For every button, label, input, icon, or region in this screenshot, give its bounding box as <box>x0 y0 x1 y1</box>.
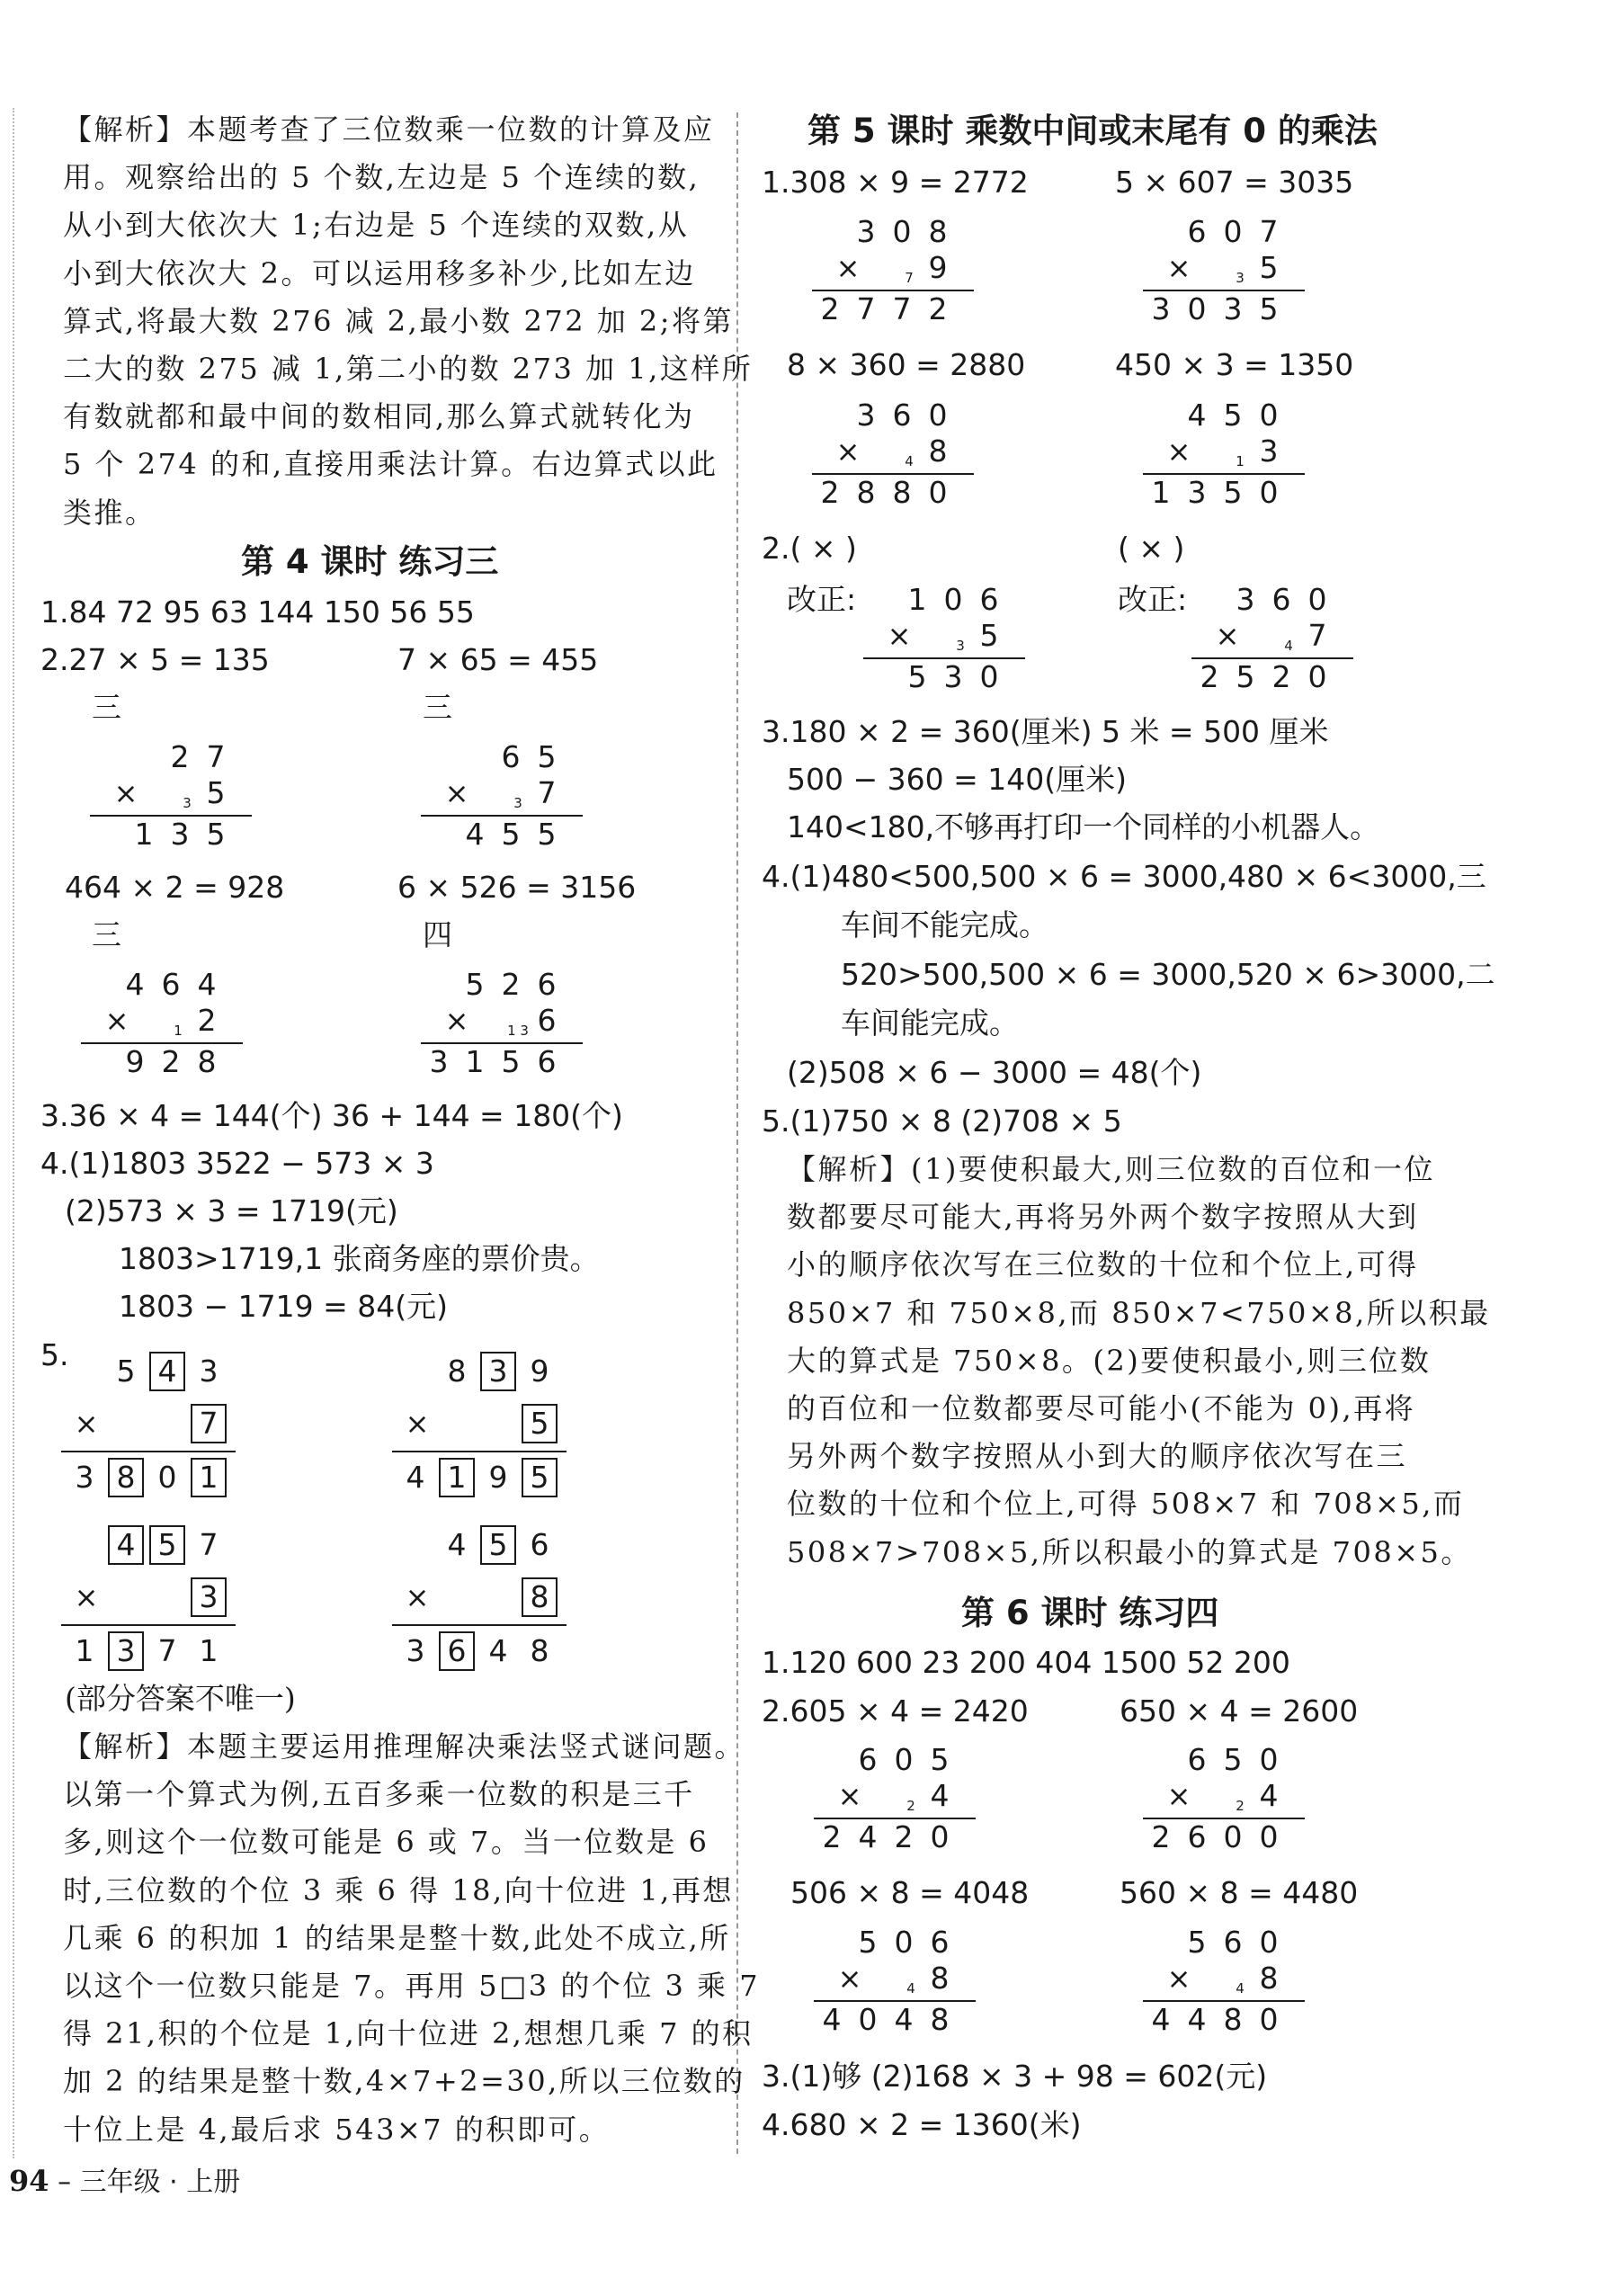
carry-digit: 7 <box>905 270 914 286</box>
result-digit: 1 <box>75 1633 94 1668</box>
top-digit: 6 <box>161 967 181 1002</box>
top-digit: 5 <box>465 967 485 1002</box>
analysis-line: 几乘 6 的积加 1 的结果是整十数,此处不成立,所 <box>63 1920 731 1955</box>
top-digit: 4 <box>197 967 217 1002</box>
carry-digit: 3 <box>1236 270 1245 286</box>
result-digit: 3 <box>75 1460 94 1495</box>
top-digit: 6 <box>1187 214 1207 249</box>
result-digit: 0 <box>1259 475 1279 510</box>
analysis-line: 5 个 274 的和,直接用乘法计算。右边算式以此 <box>63 447 718 482</box>
l4-answer-2a: 2.27 × 5 = 135 <box>40 642 270 677</box>
top-digit: 5 <box>1187 1925 1207 1960</box>
footer-grade: 三年级 · 上册 <box>79 2166 241 2198</box>
answer-box: 1 <box>191 1458 227 1497</box>
answer-box: 1 <box>439 1458 475 1497</box>
l5-answer-4b: 车间不能完成。 <box>841 907 1048 943</box>
l6-answer-2c: 506 × 8 = 4048 <box>790 1875 1030 1910</box>
carry-digit: 2 <box>906 1798 915 1814</box>
top-digit: 3 <box>856 214 876 249</box>
analysis-paragraph-3 <box>787 1146 1491 1577</box>
multiplier-digit: 7 <box>537 775 557 810</box>
multiplier-digit: 8 <box>1259 1961 1279 1996</box>
analysis-line: 十位上是 4,最后求 543×7 的积即可。 <box>63 2112 611 2147</box>
top-digit: 2 <box>501 967 521 1002</box>
analysis-line: 【解析】(1)要使积最大,则三位数的百位和一位 <box>787 1152 1436 1186</box>
carry-digit: 1 <box>174 1023 183 1039</box>
answer-box: 8 <box>108 1458 144 1497</box>
l4-answer-4c: 1803>1719,1 张商务座的票价贵。 <box>119 1241 600 1276</box>
result-digit: 0 <box>930 1819 950 1854</box>
times-sign: × <box>444 1004 469 1038</box>
answer-box: 5 <box>522 1404 558 1443</box>
l5-answer-3b: 500 − 360 = 140(厘米) <box>787 762 1127 797</box>
times-sign: × <box>837 1779 862 1813</box>
result-digit: 5 <box>1236 659 1255 694</box>
times-sign: × <box>444 776 469 810</box>
footer-separator: – <box>58 2166 72 2198</box>
times-sign: × <box>1166 434 1191 469</box>
result-digit: 3 <box>943 659 963 694</box>
top-digit: 5 <box>930 1742 950 1777</box>
top-digit: 0 <box>928 398 948 433</box>
times-sign: × <box>1166 251 1191 285</box>
answer-box: 3 <box>108 1631 144 1671</box>
top-digit: 5 <box>1223 398 1243 433</box>
l4-answer-4a: 4.(1)1803 3522 − 573 × 3 <box>40 1146 434 1181</box>
l6-answer-2b: 650 × 4 = 2600 <box>1120 1693 1359 1729</box>
answer-note: (部分答案不唯一) <box>65 1681 296 1716</box>
result-digit: 5 <box>1259 291 1279 326</box>
result-digit: 3 <box>406 1633 425 1668</box>
top-digit: 4 <box>125 967 145 1002</box>
times-sign: × <box>835 251 861 285</box>
top-digit: 7 <box>1259 214 1279 249</box>
analysis-line: 小到大依次大 2。可以运用移多补少,比如左边 <box>63 255 696 290</box>
result-digit: 3 <box>1223 291 1243 326</box>
top-digit: 6 <box>858 1742 878 1777</box>
carry-digit: 4 <box>905 453 914 469</box>
analysis-line: 【解析】本题考查了三位数乘一位数的计算及应 <box>63 112 715 147</box>
answer-box: 5 <box>522 1458 558 1497</box>
times-sign: × <box>835 434 861 469</box>
result-digit: 8 <box>892 475 912 510</box>
analysis-line: 加 2 的结果是整十数,4×7+2=30,所以三位数的 <box>63 2064 745 2099</box>
result-digit: 4 <box>1151 2002 1171 2037</box>
calc-line <box>392 1451 567 1452</box>
calc-line <box>61 1451 236 1452</box>
carry-digit: 3 <box>183 795 192 811</box>
l6-answer-2d: 560 × 8 = 4480 <box>1120 1875 1359 1910</box>
l5-answer-1c: 8 × 360 = 2880 <box>787 347 1026 382</box>
answer-box: 3 <box>480 1352 516 1391</box>
multiplier-digit: 8 <box>928 433 948 469</box>
l4-answer-2c-count: 三 <box>92 917 121 952</box>
page-footer <box>9 2158 240 2205</box>
analysis-line: 另外两个数字按照从小到大的顺序依次写在三 <box>787 1439 1408 1474</box>
multiplier-digit: 6 <box>537 1003 557 1038</box>
analysis-line: 以第一个算式为例,五百多乘一位数的积是三千 <box>63 1777 695 1812</box>
result-digit: 8 <box>530 1633 549 1668</box>
carry-digit: 3 <box>513 795 522 811</box>
times-sign: × <box>74 1407 99 1441</box>
l5-answer-1d: 450 × 3 = 1350 <box>1115 347 1354 382</box>
carry-digit: 4 <box>1236 1980 1245 1997</box>
multiplier-digit: 7 <box>1307 618 1327 653</box>
result-digit: 4 <box>406 1460 425 1495</box>
l6-answer-4: 4.680 × 2 = 1360(米) <box>762 2107 1082 2142</box>
analysis-line: 时,三位数的个位 3 乘 6 得 18,向十位进 1,再想 <box>63 1872 734 1907</box>
result-digit: 4 <box>858 1819 878 1854</box>
l4-answer-5-label: 5. <box>40 1337 69 1372</box>
result-digit: 8 <box>1223 2002 1243 2037</box>
result-digit: 5 <box>907 659 927 694</box>
l5-answer-3c: 140<180,不够再打印一个同样的小机器人。 <box>787 809 1380 844</box>
result-digit: 4 <box>488 1633 508 1668</box>
analysis-paragraph-1 <box>63 106 753 537</box>
multiplier-digit: 8 <box>930 1961 950 1996</box>
top-digit: 0 <box>892 214 912 249</box>
times-sign: × <box>405 1407 430 1441</box>
top-digit: 5 <box>116 1353 136 1389</box>
analysis-paragraph-2 <box>63 1723 760 2154</box>
analysis-line: 小的顺序依次写在三位数的十位和个位上,可得 <box>787 1247 1419 1282</box>
l4-answer-1: 1.84 72 95 63 144 150 56 55 <box>40 594 475 630</box>
top-digit: 8 <box>928 214 948 249</box>
top-digit: 6 <box>1271 582 1291 617</box>
top-digit: 0 <box>1307 582 1327 617</box>
result-digit: 1 <box>1151 475 1171 510</box>
carry-digit: 4 <box>906 1980 915 1997</box>
carry-digit: 1 3 <box>507 1023 529 1039</box>
analysis-line: 类推。 <box>63 495 156 530</box>
times-sign: × <box>1166 1779 1191 1813</box>
result-digit: 8 <box>930 2002 950 2037</box>
top-digit: 0 <box>1259 398 1279 433</box>
result-digit: 2 <box>822 1819 842 1854</box>
l5-answer-4c: 520>500,500 × 6 = 3000,520 × 6>3000,二 <box>841 957 1495 992</box>
result-digit: 2 <box>928 291 948 326</box>
carry-digit: 2 <box>1236 1798 1245 1814</box>
result-digit: 5 <box>501 1044 521 1079</box>
times-sign: × <box>887 619 912 653</box>
top-digit: 0 <box>894 1925 914 1960</box>
answer-box: 5 <box>149 1525 185 1565</box>
l5-answer-2a: 2.( × ) <box>762 531 857 566</box>
result-digit: 1 <box>199 1633 219 1668</box>
top-digit: 6 <box>930 1925 950 1960</box>
top-digit: 0 <box>943 582 963 617</box>
times-sign: × <box>1166 1961 1191 1996</box>
result-digit: 0 <box>979 659 999 694</box>
multiplier-digit: 2 <box>197 1003 217 1038</box>
carry-digit: 3 <box>956 638 965 654</box>
result-digit: 9 <box>125 1044 145 1079</box>
result-digit: 0 <box>1187 291 1207 326</box>
result-digit: 1 <box>134 817 154 852</box>
top-digit: 7 <box>199 1527 219 1562</box>
analysis-line: 【解析】本题主要运用推理解决乘法竖式谜问题。 <box>63 1729 746 1764</box>
result-digit: 2 <box>161 1044 181 1079</box>
result-digit: 4 <box>894 2002 914 2037</box>
top-digit: 4 <box>1187 398 1207 433</box>
result-digit: 5 <box>1223 475 1243 510</box>
multiplier-digit: 5 <box>1259 250 1279 285</box>
result-digit: 3 <box>429 1044 449 1079</box>
top-digit: 2 <box>170 739 190 774</box>
lesson-4-title: 第 4 课时 练习三 <box>241 542 499 581</box>
result-digit: 0 <box>1259 1819 1279 1854</box>
times-sign: × <box>113 776 138 810</box>
result-digit: 5 <box>206 817 226 852</box>
l4-answer-2a-count: 三 <box>92 690 121 725</box>
top-digit: 6 <box>501 739 521 774</box>
result-digit: 6 <box>537 1044 557 1079</box>
multiplier-digit: 3 <box>1259 433 1279 469</box>
top-digit: 0 <box>1259 1925 1279 1960</box>
l5-answer-5: 5.(1)750 × 8 (2)708 × 5 <box>762 1103 1122 1139</box>
lesson-6-title: 第 6 课时 练习四 <box>961 1594 1219 1632</box>
top-digit: 5 <box>1223 1742 1243 1777</box>
l5-answer-1a: 1.308 × 9 = 2772 <box>762 165 1029 200</box>
answer-box: 6 <box>439 1631 475 1671</box>
result-digit: 5 <box>537 817 557 852</box>
calc-line <box>61 1624 236 1626</box>
l4-answer-2b-count: 三 <box>423 690 452 725</box>
result-digit: 4 <box>1187 2002 1207 2037</box>
l4-answer-4d: 1803 − 1719 = 84(元) <box>119 1289 448 1324</box>
l4-answer-3: 3.36 × 4 = 144(个) 36 + 144 = 180(个) <box>40 1098 623 1133</box>
result-digit: 2 <box>894 1819 914 1854</box>
result-digit: 0 <box>1259 2002 1279 2037</box>
l5-correction-label: 改正: <box>787 582 857 617</box>
result-digit: 8 <box>197 1044 217 1079</box>
multiplier-digit: 4 <box>1259 1778 1279 1813</box>
top-digit: 6 <box>1187 1742 1207 1777</box>
top-digit: 0 <box>1223 214 1243 249</box>
top-digit: 6 <box>530 1527 549 1562</box>
result-digit: 2 <box>1200 659 1219 694</box>
result-digit: 9 <box>488 1460 508 1495</box>
l4-answer-2b: 7 × 65 = 455 <box>397 642 599 677</box>
times-sign: × <box>104 1004 129 1038</box>
page-number: 94 <box>9 2164 49 2198</box>
answer-box: 4 <box>149 1352 185 1391</box>
l4-answer-2c: 464 × 2 = 928 <box>65 870 285 905</box>
analysis-line: 850×7 和 750×8,而 850×7<750×8,所以积最 <box>787 1295 1491 1330</box>
result-digit: 7 <box>157 1633 177 1668</box>
analysis-line: 数都要尽可能大,再将另外两个数字按照从大到 <box>787 1200 1419 1235</box>
l5-answer-4e: (2)508 × 6 − 3000 = 48(个) <box>787 1055 1202 1090</box>
multiplier-digit: 9 <box>928 250 948 285</box>
times-sign: × <box>74 1580 99 1614</box>
top-digit: 3 <box>199 1353 219 1389</box>
result-digit: 3 <box>1187 475 1207 510</box>
top-digit: 6 <box>979 582 999 617</box>
analysis-line: 位数的十位和个位上,可得 508×7 和 708×5,而 <box>787 1487 1465 1522</box>
result-digit: 2 <box>820 475 840 510</box>
times-sign: × <box>837 1961 862 1996</box>
result-digit: 6 <box>1187 1819 1207 1854</box>
result-digit: 7 <box>856 291 876 326</box>
top-digit: 3 <box>856 398 876 433</box>
result-digit: 4 <box>465 817 485 852</box>
result-digit: 8 <box>856 475 876 510</box>
l5-correction-label: 改正: <box>1118 582 1188 617</box>
carry-digit: 1 <box>1236 453 1245 469</box>
l4-answer-2d: 6 × 526 = 3156 <box>397 870 637 905</box>
l5-answer-2b: ( × ) <box>1118 531 1185 566</box>
top-digit: 6 <box>537 967 557 1002</box>
analysis-line: 多,则这个一位数可能是 6 或 7。当一位数是 6 <box>63 1825 709 1860</box>
l6-answer-2a: 2.605 × 4 = 2420 <box>762 1693 1029 1729</box>
l5-answer-3a: 3.180 × 2 = 360(厘米) 5 米 = 500 厘米 <box>762 714 1329 749</box>
top-digit: 6 <box>892 398 912 433</box>
top-digit: 6 <box>1223 1925 1243 1960</box>
analysis-line: 以这个一位数只能是 7。再用 5□3 的个位 3 乘 7 <box>63 1969 761 2004</box>
answer-box: 7 <box>191 1404 227 1443</box>
l6-answer-1: 1.120 600 23 200 404 1500 52 200 <box>762 1645 1290 1680</box>
top-digit: 1 <box>907 582 927 617</box>
carry-digit: 4 <box>1284 638 1293 654</box>
result-digit: 2 <box>1151 1819 1171 1854</box>
result-digit: 7 <box>892 291 912 326</box>
l4-answer-2d-count: 四 <box>423 917 452 952</box>
analysis-line: 的百位和一位数都要尽可能小(不能为 0),再将 <box>787 1391 1416 1426</box>
top-digit: 8 <box>447 1353 467 1389</box>
analysis-line: 有数就都和最中间的数相同,那么算式就转化为 <box>63 399 695 434</box>
page-edge-line <box>13 108 14 2158</box>
top-digit: 5 <box>537 739 557 774</box>
top-digit: 7 <box>206 739 226 774</box>
result-digit: 5 <box>501 817 521 852</box>
multiplier-digit: 4 <box>930 1778 950 1813</box>
result-digit: 0 <box>858 2002 878 2037</box>
multiplier-digit: 5 <box>206 775 226 810</box>
multiplier-digit: 5 <box>979 618 999 653</box>
lesson-5-title: 第 5 课时 乘数中间或末尾有 0 的乘法 <box>807 112 1378 150</box>
top-digit: 9 <box>530 1353 549 1389</box>
times-sign: × <box>1215 619 1240 653</box>
result-digit: 2 <box>820 291 840 326</box>
calc-line <box>392 1624 567 1626</box>
l4-answer-4b: (2)573 × 3 = 1719(元) <box>65 1193 398 1228</box>
top-digit: 4 <box>447 1527 467 1562</box>
result-digit: 0 <box>1307 659 1327 694</box>
l5-answer-4d: 车间能完成。 <box>841 1005 1019 1041</box>
analysis-line: 得 21,积的个位是 1,向十位进 2,想想几乘 7 的积 <box>63 2016 754 2051</box>
analysis-line: 二大的数 275 减 1,第二小的数 273 加 1,这样所 <box>63 352 754 387</box>
analysis-line: 从小到大依次大 1;右边是 5 个连续的双数,从 <box>63 208 690 243</box>
result-digit: 1 <box>465 1044 485 1079</box>
analysis-line: 算式,将最大数 276 减 2,最小数 272 加 2;将第 <box>63 303 735 338</box>
result-digit: 0 <box>157 1460 177 1495</box>
analysis-line: 508×7>708×5,所以积最小的算式是 708×5。 <box>787 1534 1472 1569</box>
answer-box: 4 <box>108 1525 144 1565</box>
top-digit: 0 <box>894 1742 914 1777</box>
l6-answer-3: 3.(1)够 (2)168 × 3 + 98 = 602(元) <box>762 2059 1268 2094</box>
top-digit: 5 <box>858 1925 878 1960</box>
result-digit: 0 <box>928 475 948 510</box>
answer-box: 3 <box>191 1577 227 1617</box>
result-digit: 3 <box>1151 291 1171 326</box>
result-digit: 0 <box>1223 1819 1243 1854</box>
l5-answer-1b: 5 × 607 = 3035 <box>1115 165 1354 200</box>
top-digit: 0 <box>1259 1742 1279 1777</box>
answer-box: 8 <box>522 1577 558 1617</box>
result-digit: 2 <box>1271 659 1291 694</box>
result-digit: 4 <box>822 2002 842 2037</box>
top-digit: 3 <box>1236 582 1255 617</box>
times-sign: × <box>405 1580 430 1614</box>
analysis-line: 用。观察给出的 5 个数,左边是 5 个连续的数, <box>63 160 700 195</box>
l5-answer-4a: 4.(1)480<500,500 × 6 = 3000,480 × 6<3000,三 <box>762 859 1486 894</box>
analysis-line: 大的算式是 750×8。(2)要使积最小,则三位数 <box>787 1343 1432 1378</box>
result-digit: 3 <box>170 817 190 852</box>
answer-box: 5 <box>480 1525 516 1565</box>
